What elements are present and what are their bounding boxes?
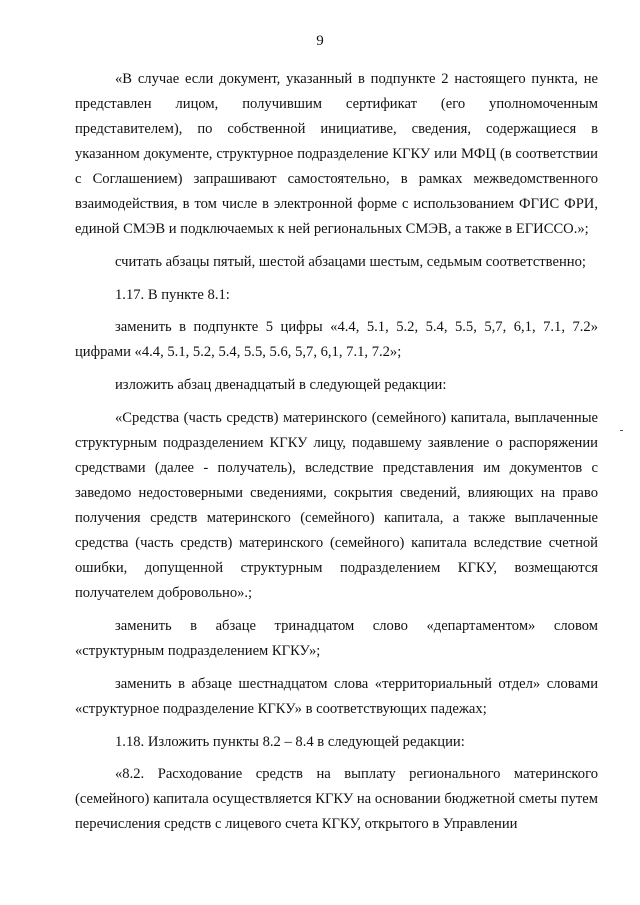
page-number: 9	[316, 33, 324, 49]
document-body	[75, 67, 598, 845]
paragraph-funds-reimbursement: «Средства (часть средств) материнского (семейного) капитала, выплаченные структурным подразделением КГКУ лицу, подавшему заявление о распоряжении средствами (далее - получатель), вследствие представления им документов с заведомо недостоверными сведениями, сокрытия сведений, влияющих на право получения средств материнского (семейного) капитала, а также выплаченные средства (часть средств) материнского (семейного) капитала вследствие счетной ошибки, допущенной структурным подразделением КГКУ, возмещаются получателем добровольно».;	[75, 410, 598, 601]
paragraph-abzac-16-replace: заменить в абзаце шестнадцатом слова «территориальный отдел» словами «структурное подразделение КГКУ» в соответствующих падежах;	[75, 676, 598, 717]
paragraph-item-8-2: «8.2. Расходование средств на выплату регионального материнского (семейного) капитала осуществляется КГКУ на основании бюджетной сметы путем перечисления средств с лицевого счета КГКУ, открытого в Управлении	[75, 766, 598, 832]
paragraph-item-1-18: 1.18. Изложить пункты 8.2 – 8.4 в следующей редакции:	[115, 734, 465, 750]
paragraph-renumber-abzacy: считать абзацы пятый, шестой абзацами шестым, седьмым соответственно;	[115, 254, 586, 270]
margin-mark	[620, 430, 623, 431]
paragraph-replace-digits: заменить в подпункте 5 цифры «4.4, 5.1, 5.2, 5.4, 5.5, 5,7, 6,1, 7.1, 7.2» цифрами «4.4, 5.1, 5.2, 5.4, 5.5, 5.6, 5,7, 6,1, 7.1, 7.2»;	[75, 319, 598, 360]
paragraph-abzac-13-replace: заменить в абзаце тринадцатом слово «департаментом» словом «структурным подразделением КГКУ»;	[75, 618, 598, 659]
paragraph-egisso-request: «В случае если документ, указанный в подпункте 2 настоящего пункта, не представлен лицом, получившим сертификат (его уполномоченным представителем), по собственной инициативе, сведения, содержащиеся в указанном документе, структурное подразделение КГКУ или МФЦ (в соответствии с Соглашением) запрашивают самостоятельно, в рамках межведомственного взаимодействия, в том числе в электронной форме с использованием ФГИС ФРИ, единой СМЭВ и подключаемых к ней региональных СМЭВ, а также в ЕГИССО.»;	[75, 71, 598, 237]
paragraph-item-1-17: 1.17. В пункте 8.1:	[115, 287, 230, 303]
paragraph-abzac-12-intro: изложить абзац двенадцатый в следующей редакции:	[115, 377, 447, 393]
